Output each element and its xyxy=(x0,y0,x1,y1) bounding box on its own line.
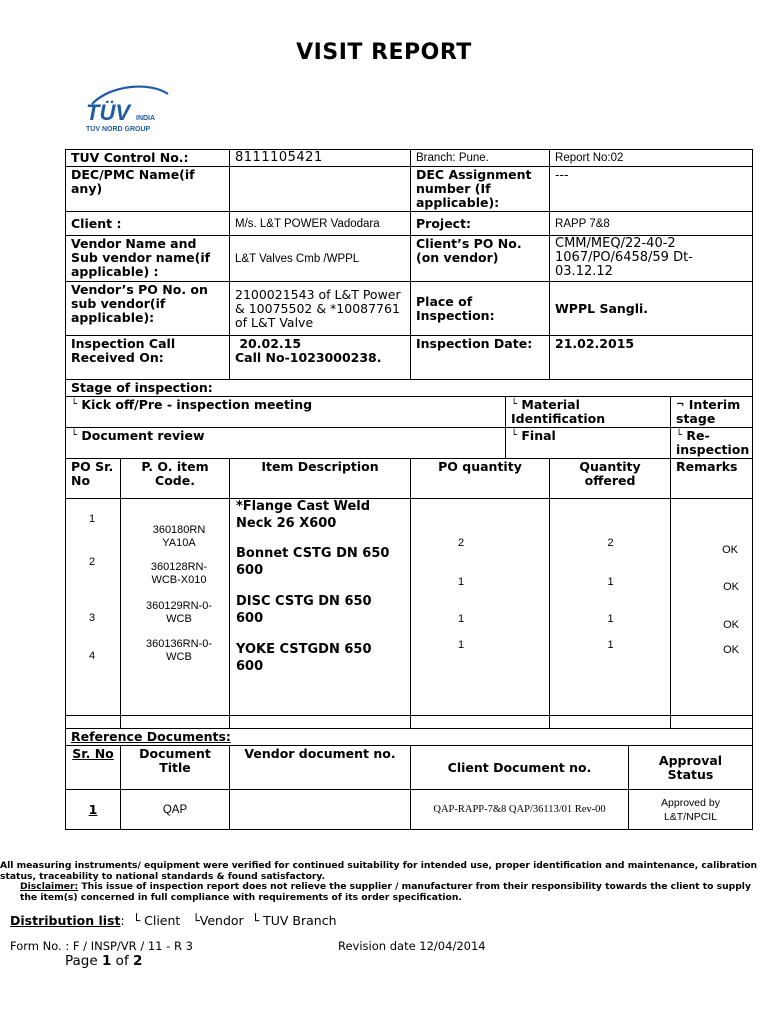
tuv-logo-icon xyxy=(86,82,176,136)
tuv-logo xyxy=(86,82,176,136)
ref-h-client: Client Document no. xyxy=(411,746,629,790)
item-desc: Bonnet CSTG DN 650 600 xyxy=(236,546,390,578)
refdocs-label: Reference Documents: xyxy=(66,729,753,746)
revision-date: Revision date 12/04/2014 xyxy=(338,939,486,953)
dist-items: : └ Client └Vendor └ TUV Branch xyxy=(120,913,337,928)
item-sr: 1 xyxy=(88,513,96,525)
place-value: WPPL Sangli. xyxy=(550,282,753,336)
blank-cell xyxy=(230,716,411,729)
insp-date-value: 21.02.2015 xyxy=(550,336,753,380)
client-po-value: CMM/MEQ/22-40-2 1067/PO/6458/59 Dt-03.12.12 xyxy=(550,236,753,282)
item-offered: 1 xyxy=(607,613,614,625)
item-sr: 4 xyxy=(88,650,96,662)
client-label: Client : xyxy=(66,212,230,236)
material-label: Material Identification xyxy=(511,397,606,426)
svg-text:TUV NORD GROUP: TUV NORD GROUP xyxy=(86,126,151,133)
svg-text:TÜV: TÜV xyxy=(86,100,130,125)
reinspection-checkbox[interactable]: └ xyxy=(676,430,683,441)
h-sr: PO Sr. No xyxy=(66,459,121,499)
code-column xyxy=(121,499,230,716)
material-checkbox[interactable]: └ xyxy=(511,399,518,410)
h-code: P. O. item Code. xyxy=(121,459,230,499)
call-label: Inspection Call Received On: xyxy=(66,336,230,380)
item-desc: DISC CSTG DN 650 600 xyxy=(236,594,372,626)
report-no: Report No:02 xyxy=(550,150,753,167)
project-value: RAPP 7&8 xyxy=(550,212,753,236)
h-desc: Item Description xyxy=(230,459,411,499)
stage-material xyxy=(506,397,671,428)
vendor-value: L&T Valves Cmb /WPPL xyxy=(230,236,411,282)
dec-assign-value: --- xyxy=(550,167,753,212)
vendor-po-value: 2100021543 of L&T Power & 10075502 & *10087761 of L&T Valve xyxy=(230,282,411,336)
item-qty: 1 xyxy=(457,576,465,588)
control-label: TUV Control No.: xyxy=(66,150,230,167)
item-code: 360129RN-0-WCB xyxy=(145,600,213,625)
item-qty: 2 xyxy=(457,537,465,549)
item-desc: *Flange Cast Weld Neck 26 X600 xyxy=(236,499,371,531)
ref-row-status: Approved by L&T/NPCIL xyxy=(629,790,753,830)
item-offered: 1 xyxy=(607,576,614,588)
place-label: Place of Inspection: xyxy=(411,282,550,336)
disclaimer xyxy=(0,882,768,903)
ref-h-status: Approval Status xyxy=(629,746,753,790)
doc-review-checkbox[interactable]: └ xyxy=(71,430,78,441)
blank-cell xyxy=(411,716,550,729)
final-label: Final xyxy=(521,428,556,443)
blank-cell xyxy=(671,716,753,729)
ref-row-vendor xyxy=(230,790,411,830)
ref-row-sr: 1 xyxy=(66,790,121,830)
call-date: 20.02.15 xyxy=(235,336,302,351)
call-number: Call No-1023000238. xyxy=(235,350,382,365)
sr-column xyxy=(66,499,121,716)
h-remarks: Remarks xyxy=(671,459,753,499)
item-desc: YOKE CSTGDN 650 600 xyxy=(236,642,372,674)
vendor-label: Vendor Name and Sub vendor name(if applicable) : xyxy=(66,236,230,282)
remarks-column xyxy=(671,499,753,716)
disclaimer-text: This issue of inspection report does not relieve the supplier / manufacturer from their responsibility towards the client to supply the item(s) concerned in full compliance with requirements of its order specification. xyxy=(20,881,751,903)
desc-column xyxy=(230,499,411,716)
interim-checkbox[interactable]: ¬ xyxy=(676,399,685,410)
stage-final xyxy=(506,428,671,459)
project-label: Project: xyxy=(411,212,550,236)
dist-label: Distribution list xyxy=(10,913,121,928)
distribution-list xyxy=(10,913,337,928)
kickoff-label: Kick off/Pre - inspection meeting xyxy=(81,397,313,412)
stage-doc-review xyxy=(66,428,506,459)
item-qty: 1 xyxy=(457,639,465,651)
insp-date-label: Inspection Date: xyxy=(411,336,550,380)
ref-row-client: QAP-RAPP-7&8 QAP/36113/01 Rev-00 xyxy=(411,790,629,830)
item-code: 360136RN-0-WCB xyxy=(145,638,213,663)
item-code: 360180RN YA10A xyxy=(152,524,206,549)
page-current: 1 xyxy=(101,953,112,969)
item-offered: 1 xyxy=(607,639,614,651)
stage-label: Stage of inspection: xyxy=(66,380,753,397)
calibration-statement: All measuring instruments/ equipment were verified for continued suitability for intended use, proper identification and maintenance, calibration status, traceability to national standards & found satisfactory. xyxy=(0,860,758,882)
disclaimer-label: Disclaimer: xyxy=(20,881,79,892)
ref-row-title: QAP xyxy=(121,790,230,830)
item-sr: 2 xyxy=(88,556,96,568)
blank-cell xyxy=(66,716,121,729)
interim-label: Interim stage xyxy=(676,397,741,426)
dec-pmc-value xyxy=(230,167,411,212)
page-total: 2 xyxy=(133,953,143,969)
h-offered: Quantity offered xyxy=(550,459,671,499)
svg-text:INDIA: INDIA xyxy=(136,115,156,122)
item-remark: OK xyxy=(723,619,739,631)
form-number: Form No. : F / INSP/VR / 11 - R 3 xyxy=(10,939,193,953)
client-po-label: Client’s PO No.(on vendor) xyxy=(411,236,550,282)
blank-cell xyxy=(121,716,230,729)
page-title: VISIT REPORT xyxy=(296,40,472,65)
reinspection-label: Re-inspection xyxy=(676,428,750,457)
vendor-po-label: Vendor’s PO No. on sub vendor(if applicable): xyxy=(66,282,230,336)
ref-h-title: Document Title xyxy=(121,746,230,790)
item-sr: 3 xyxy=(88,612,96,624)
blank-cell xyxy=(550,716,671,729)
item-remark: OK xyxy=(723,581,739,593)
report-table xyxy=(65,149,753,830)
ref-h-vendor: Vendor document no. xyxy=(230,746,411,790)
ref-h-sr: Sr. No xyxy=(66,746,121,790)
item-qty: 1 xyxy=(457,613,465,625)
branch: Branch: Pune. xyxy=(411,150,550,167)
stage-reinspection xyxy=(671,428,753,459)
kickoff-checkbox[interactable]: └ xyxy=(71,399,78,410)
final-checkbox[interactable]: └ xyxy=(511,430,518,441)
page-number: Page 1 of 2 xyxy=(65,953,143,969)
dec-pmc-label: DEC/PMC Name(if any) xyxy=(66,167,230,212)
control-value: 8111105421 xyxy=(230,150,411,167)
item-remark: OK xyxy=(722,544,738,556)
doc-review-label: Document review xyxy=(81,428,205,443)
h-qty: PO quantity xyxy=(411,459,550,499)
offered-column xyxy=(550,499,671,716)
item-code: 360128RN-WCB-X010 xyxy=(150,561,208,586)
call-value xyxy=(230,336,411,380)
stage-kickoff xyxy=(66,397,506,428)
footer-statement xyxy=(0,861,768,903)
client-value: M/s. L&T POWER Vadodara xyxy=(230,212,411,236)
qty-column xyxy=(411,499,550,716)
stage-interim xyxy=(671,397,753,428)
item-remark: OK xyxy=(723,644,739,656)
dec-assign-label: DEC Assignment number (If applicable): xyxy=(411,167,550,212)
item-offered: 2 xyxy=(607,537,614,549)
